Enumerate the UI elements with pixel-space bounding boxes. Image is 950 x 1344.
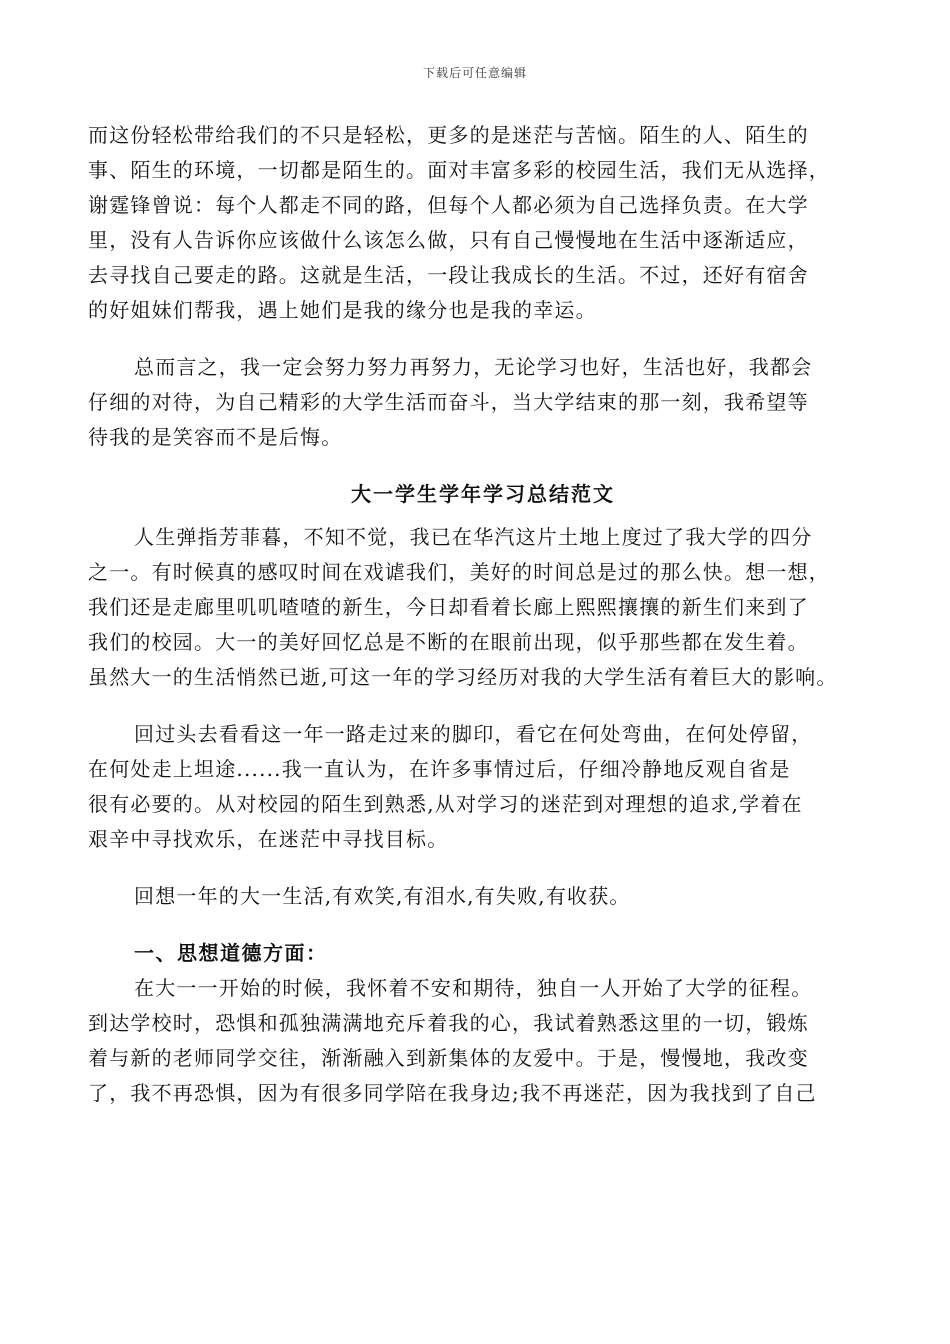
text-line: 总而言之，我一定会努力努力再努力，无论学习也好，生活也好，我都会 — [134, 355, 813, 379]
text-line: 仔细的对待，为自己精彩的大学生活而奋斗，当大学结束的那一刻，我希望等 — [88, 390, 809, 414]
document-body — [88, 118, 858, 1111]
text-line: 的好姐妹们帮我，遇上她们是我的缘分也是我的幸运。 — [88, 298, 597, 322]
paragraph-conclusion — [88, 350, 858, 455]
paragraph-moral — [88, 971, 858, 1111]
page-header: 下载后可任意编辑 — [422, 66, 527, 80]
text-line: 事、陌生的环境，一切都是陌生的。面对丰富多彩的校园生活，我们无从选择， — [88, 158, 830, 182]
article-title: 大一学生学年学习总结范文 — [351, 482, 615, 506]
text-line: 谢霆锋曾说：每个人都走不同的路，但每个人都必须为自己选择负责。在大学 — [88, 193, 809, 217]
text-line: 待我的是笑容而不是后悔。 — [88, 425, 343, 449]
text-line: 去寻找自己要走的路。这就是生活，一段让我成长的生活。不过，还好有宿舍 — [88, 263, 809, 287]
text-line: 我们的校园。大一的美好回忆总是不断的在眼前出现，似乎那些都在发生着。 — [88, 630, 809, 654]
paragraph-recall — [88, 879, 858, 914]
section-heading: 一、思想道德方面： — [134, 941, 328, 965]
text-line: 里，没有人告诉你应该做什么该怎么做，只有自己慢慢地在生活中逐渐适应， — [88, 228, 809, 252]
paragraph-reflection — [88, 717, 858, 857]
text-line: 在大一一开始的时候，我怀着不安和期待，独自一人开始了大学的征程。 — [134, 976, 813, 1000]
text-line: 回过头去看看这一年一路走过来的脚印，看它在何处弯曲，在何处停留， — [134, 722, 813, 746]
paragraph-intro — [88, 520, 858, 695]
text-line: 很有必要的。从对校园的陌生到熟悉,从对学习的迷茫到对理想的追求,学着在 — [88, 792, 803, 816]
text-line: 回想一年的大一生活,有欢笑,有泪水,有失败,有收获。 — [134, 884, 631, 908]
text-line: 而这份轻松带给我们的不只是轻松，更多的是迷茫与苦恼。陌生的人、陌生的 — [88, 123, 809, 147]
text-line: 在何处走上坦途......我一直认为，在许多事情过后，仔细冷静地反观自省是 — [88, 757, 791, 781]
text-line: 着与新的老师同学交往，渐渐融入到新集体的友爱中。于是，慢慢地，我改变 — [88, 1046, 809, 1070]
text-line: 艰辛中寻找欢乐，在迷茫中寻找目标。 — [88, 827, 449, 851]
text-line: 人生弹指芳菲暮，不知不觉，我已在华汽这片土地上度过了我大学的四分 — [134, 525, 813, 549]
text-line: 了，我不再恐惧，因为有很多同学陪在我身边;我不再迷茫，因为我找到了自己 — [88, 1081, 817, 1105]
text-line: 虽然大一的生活悄然已逝,可这一年的学习经历对我的大学生活有着巨大的影响。 — [88, 665, 838, 689]
paragraph-campus-life — [88, 118, 858, 328]
text-line: 我们还是走廊里叽叽喳喳的新生，今日却看着长廊上熙熙攘攘的新生们来到了 — [88, 595, 809, 619]
text-line: 到达学校时，恐惧和孤独满满地充斥着我的心，我试着熟悉这里的一切，锻炼 — [88, 1011, 809, 1035]
text-line: 之一。有时候真的感叹时间在戏谑我们，美好的时间总是过的那么快。想一想， — [88, 560, 830, 584]
